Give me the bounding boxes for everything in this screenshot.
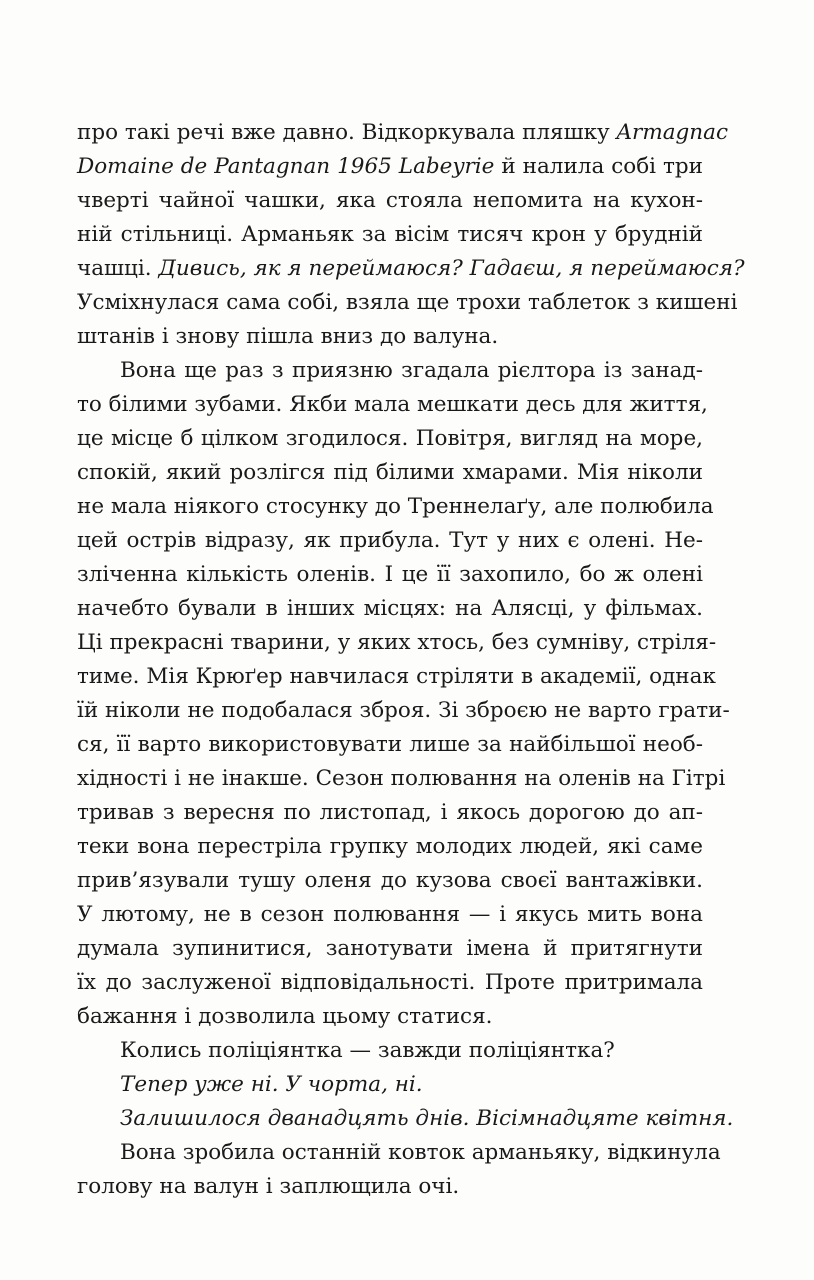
text-line: Колись поліціянтка — завжди поліціянтка? (120, 1038, 615, 1063)
text-line (77, 1102, 734, 1136)
text-line: чверті чайної чашки, яка стояла непомита на кухон- (77, 188, 703, 213)
text-line: спокій, який розлігся під білими хмарами. Мія ніколи (77, 460, 703, 485)
italic-run: Тепер уже ні. У чорта, ні. (120, 1072, 423, 1097)
text-line: зліченна кількість оленів. І це її захопило, бо ж олені (77, 562, 703, 587)
text-line: голову на валун і заплющила очі. (77, 1174, 460, 1199)
body-text (77, 116, 745, 1204)
text-line: не мала ніякого стосунку до Треннелаґу, але полюбила (77, 494, 714, 519)
text-line (77, 1068, 703, 1102)
text-line: думала зупинитися, занотувати імена й притягнути (77, 936, 703, 961)
text-line: Ці прекрасні тварини, у яких хтось, без сумніву, стріля- (77, 630, 717, 655)
text-line: їй ніколи не подобалася зброя. Зі зброєю не варто грати- (77, 698, 730, 723)
text-line: бажання і дозволила цьому статися. (77, 1004, 493, 1029)
text-line: ній стільниці. Арманьяк за вісім тисяч крон у брудній (77, 222, 703, 247)
text-line: У лютому, не в сезон полювання — і якусь мить вона (77, 902, 703, 927)
italic-run: Domaine de Pantagnan 1965 Labeyrie (77, 154, 495, 179)
italic-run: Дивись, як я переймаюся? Гадаєш, я переймаюся? (158, 256, 745, 281)
text-line: прив’язували тушу оленя до кузова своєї вантажівки. (77, 868, 703, 893)
text-line: це місце б цілком згодилося. Повітря, вигляд на море, (77, 426, 703, 451)
text-line: Domaine de Pantagnan 1965 Labeyrie й налила собі три (77, 154, 703, 179)
text-line: їх до заслуженої відповідальності. Проте притримала (77, 970, 703, 995)
text-line: то білими зубами. Якби мала мешкати десь для життя, (77, 392, 708, 417)
text-line: чашці. Дивись, як я переймаюся? Гадаєш, я переймаюся? (77, 256, 745, 281)
text-line: тривав з вересня по листопад, і якось дорогою до ап- (77, 800, 703, 825)
italic-run: Armagnac (616, 120, 729, 145)
text-line: хідності і не інакше. Сезон полювання на оленів на Гітрі (77, 766, 726, 791)
text-line: начебто бували в інших місцях: на Алясці, у фільмах. (77, 596, 703, 621)
text-line: Усміхнулася сама собі, взяла ще трохи таблеток з кишені (77, 290, 738, 315)
text-line: цей острів відразу, як прибула. Тут у них є олені. Не- (77, 528, 703, 553)
text-line: штанів і знову пішла вниз до валуна. (77, 324, 499, 349)
text-line: Вона ще раз з приязню згадала рієлтора із занад- (120, 358, 703, 383)
italic-run: Залишилося дванадцять днів. Вісімнадцяте квітня. (120, 1106, 734, 1131)
text-line: ся, її варто використовувати лише за найбільшої необ- (77, 732, 703, 757)
text-line: теки вона перестріла групку молодих людей, які саме (77, 834, 703, 859)
text-line: Вона зробила останній ковток арманьяку, відкинула (120, 1140, 721, 1165)
text-line: тиме. Мія Крюґер навчилася стріляти в академії, однак (77, 664, 716, 689)
text-line: про такі речі вже давно. Відкоркувала пляшку Armagnac (77, 120, 729, 145)
